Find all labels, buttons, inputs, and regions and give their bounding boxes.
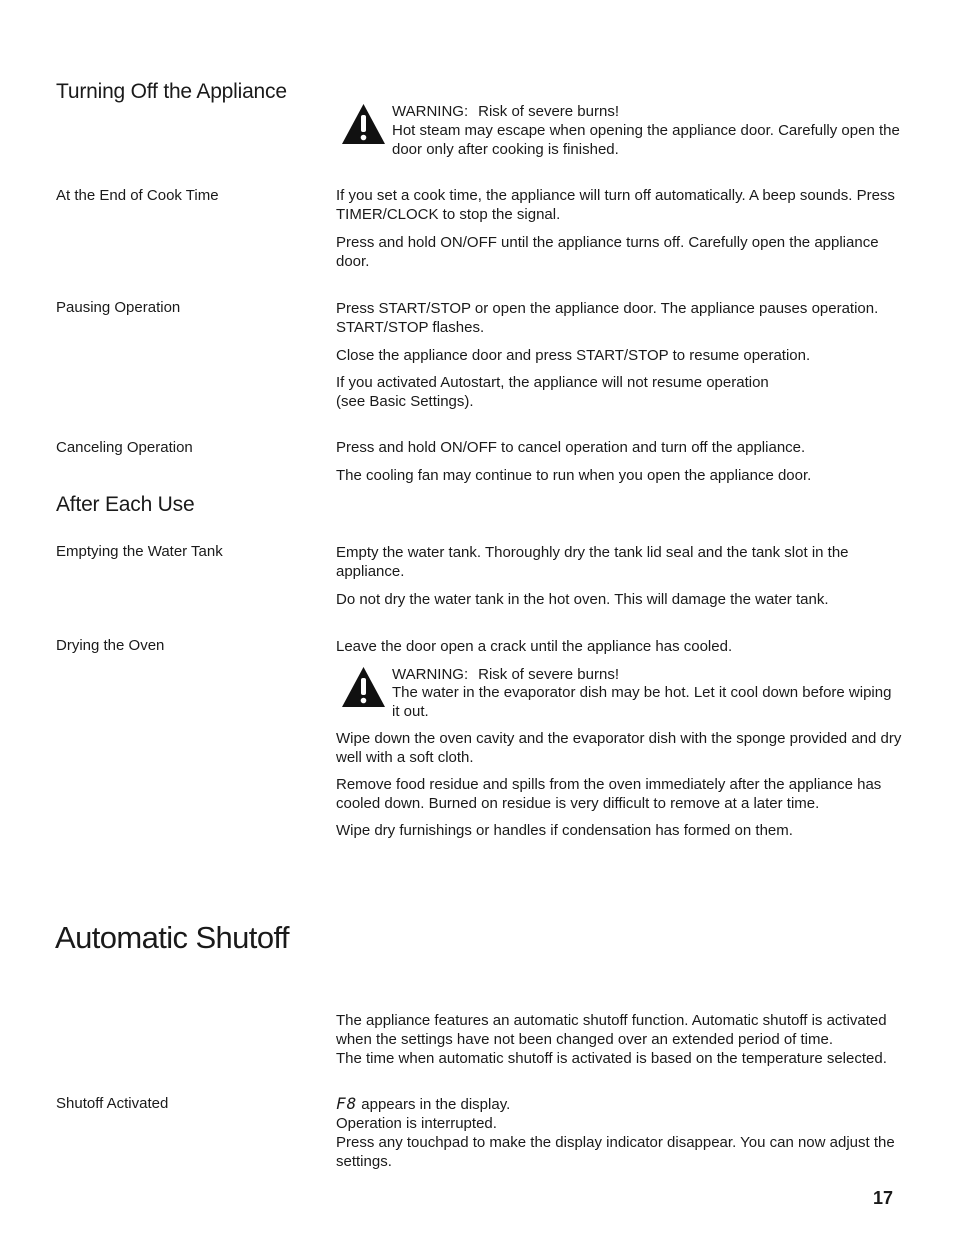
label-canceling-operation: Canceling Operation (56, 439, 193, 456)
paragraph-line: Press any touchpad to make the display indicator disappear. You can now adjust the settings. (336, 1134, 895, 1170)
warning-headline (392, 665, 902, 684)
paragraph-line: The time when automatic shutoff is activated is based on the temperature selected. (336, 1050, 887, 1067)
label-pausing-operation: Pausing Operation (56, 299, 181, 316)
paragraph-line: appears in the display. (361, 1096, 511, 1113)
paragraph: Leave the door open a crack until the appliance has cooled. (336, 638, 733, 655)
label-end-of-cook-time: At the End of Cook Time (56, 187, 219, 204)
label-emptying-water-tank: Emptying the Water Tank (56, 543, 223, 560)
heading-automatic-shutoff: Automatic Shutoff (55, 920, 289, 955)
warning-triangle-icon (341, 103, 386, 145)
paragraph: Press and hold ON/OFF to cancel operation and turn off the appliance. (336, 439, 806, 456)
page-number: 17 (873, 1188, 894, 1208)
paragraph-line: The appliance features an automatic shutoff function. Automatic shutoff is activated when the settings have not been changed over an extended period of time. (336, 1012, 887, 1048)
paragraph: If you set a cook time, the appliance will turn off automatically. A beep sounds. Press TIMER/CLOCK to stop the signal. (336, 187, 895, 223)
paragraph: Wipe down the oven cavity and the evaporator dish with the sponge provided and dry well with a soft cloth. (336, 730, 902, 766)
warning-keyword: WARNING: (392, 666, 469, 683)
warning-headline-text: Risk of severe burns! (478, 103, 619, 120)
warning-headline (392, 102, 902, 121)
warning-text: Hot steam may escape when opening the appliance door. Carefully open the door only after cooking is finished. (392, 122, 900, 158)
paragraph-line: Operation is interrupted. (336, 1115, 497, 1132)
paragraph: Close the appliance door and press START/STOP to resume operation. (336, 347, 811, 364)
label-shutoff-activated: Shutoff Activated (56, 1095, 169, 1112)
label-drying-the-oven: Drying the Oven (56, 637, 165, 654)
warning-text: The water in the evaporator dish may be hot. Let it cool down before wiping it out. (392, 684, 892, 720)
warning-keyword: WARNING: (392, 103, 469, 120)
paragraph: Press START/STOP or open the appliance door. The appliance pauses operation. START/STOP flashes. (336, 300, 879, 336)
paragraph: Press and hold ON/OFF until the appliance turns off. Carefully open the appliance door. (336, 234, 879, 270)
paragraph (336, 1011, 902, 1068)
paragraph: Remove food residue and spills from the oven immediately after the appliance has cooled down. Burned on residue is very difficult to remove at a later time. (336, 776, 882, 812)
display-code: F8 (336, 1094, 358, 1113)
paragraph (336, 373, 902, 411)
warning-triangle-icon (341, 666, 386, 708)
heading-turning-off: Turning Off the Appliance (56, 80, 287, 103)
paragraph-line: (see Basic Settings). (336, 393, 474, 410)
paragraph: Do not dry the water tank in the hot oven. This will damage the water tank. (336, 591, 829, 608)
warning-headline-text: Risk of severe burns! (478, 666, 619, 683)
paragraph-line: If you activated Autostart, the appliance will not resume operation (336, 374, 769, 391)
paragraph: The cooling fan may continue to run when you open the appliance door. (336, 467, 812, 484)
paragraph (336, 1094, 902, 1171)
paragraph: Wipe dry furnishings or handles if condensation has formed on them. (336, 822, 793, 839)
heading-after-each-use: After Each Use (56, 493, 195, 516)
paragraph: Empty the water tank. Thoroughly dry the tank lid seal and the tank slot in the appliance. (336, 544, 849, 580)
